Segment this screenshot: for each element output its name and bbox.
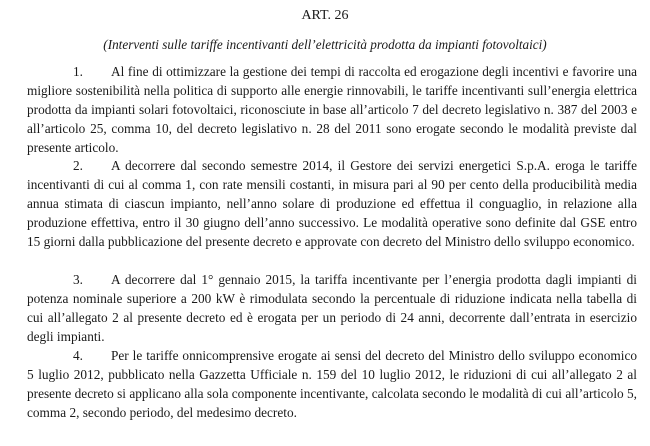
paragraph-number: 4. — [73, 348, 83, 363]
article-subtitle: (Interventi sulle tariffe incentivanti dell’elettricità prodotta da impianti fotovoltaici) — [103, 37, 547, 52]
paragraph-2 — [27, 157, 637, 252]
paragraph-1 — [27, 63, 637, 158]
article-title: ART. 26 — [301, 8, 349, 23]
paragraph-text: A decorrere dal 1° gennaio 2015, la tariffa incentivante per l’energia prodotta dagli impianti di potenza nominale superiore a 200 kW è rimodulata secondo la percentuale di riduzione indicata nella tabella di cui all’allegato 2 al presente decreto ed è erogata per un periodo di 24 anni, decorrente dall’entrata in esercizio degli impianti. — [27, 272, 637, 344]
paragraph-3 — [27, 271, 637, 347]
paragraph-text: Al fine di ottimizzare la gestione dei tempi di raccolta ed erogazione degli incentivi e favorire una migliore sostenibilità nella politica di supporto alle energie rinnovabili, le tariffe incentivanti sull’energia elettrica prodotta da impianti solari fotovoltaici, riconosciute in base all’articolo 7 del decreto legislativo n. 387 del 2003 e all’articolo 25, comma 10, del decreto legislativo n. 28 del 2011 sono erogate secondo le modalità previste dal presente articolo. — [27, 64, 637, 155]
paragraph-number: 3. — [73, 272, 83, 287]
paragraph-text: A decorrere dal secondo semestre 2014, il Gestore dei servizi energetici S.p.A. eroga le tariffe incentivanti di cui al comma 1, con rate mensili costanti, in misura pari al 90 per cento della producibilità media annua stimata di ciascun impianto, nell’anno solare di produzione ed effettua il conguaglio, in relazione alla produzione effettiva, entro il 30 giugno dell’anno successivo. Le modalità operative sono definite dal GSE entro 15 giorni dalla pubblicazione del presente decreto e approvate con decreto del Ministro dello sviluppo economico. — [27, 158, 637, 249]
paragraph-number: 1. — [73, 64, 83, 79]
paragraph-number: 2. — [73, 158, 83, 173]
paragraph-text: Per le tariffe onnicomprensive erogate ai sensi del decreto del Ministro dello sviluppo economico 5 luglio 2012, pubblicato nella Gazzetta Ufficiale n. 159 del 10 luglio 2012, le riduzioni di cui all’allegato 2 al presente decreto si applicano alla sola componente incentivante, calcolata secondo le modalità di cui all’articolo 5, comma 2, secondo periodo, del medesimo decreto. — [27, 348, 637, 420]
paragraph-4 — [27, 347, 637, 423]
